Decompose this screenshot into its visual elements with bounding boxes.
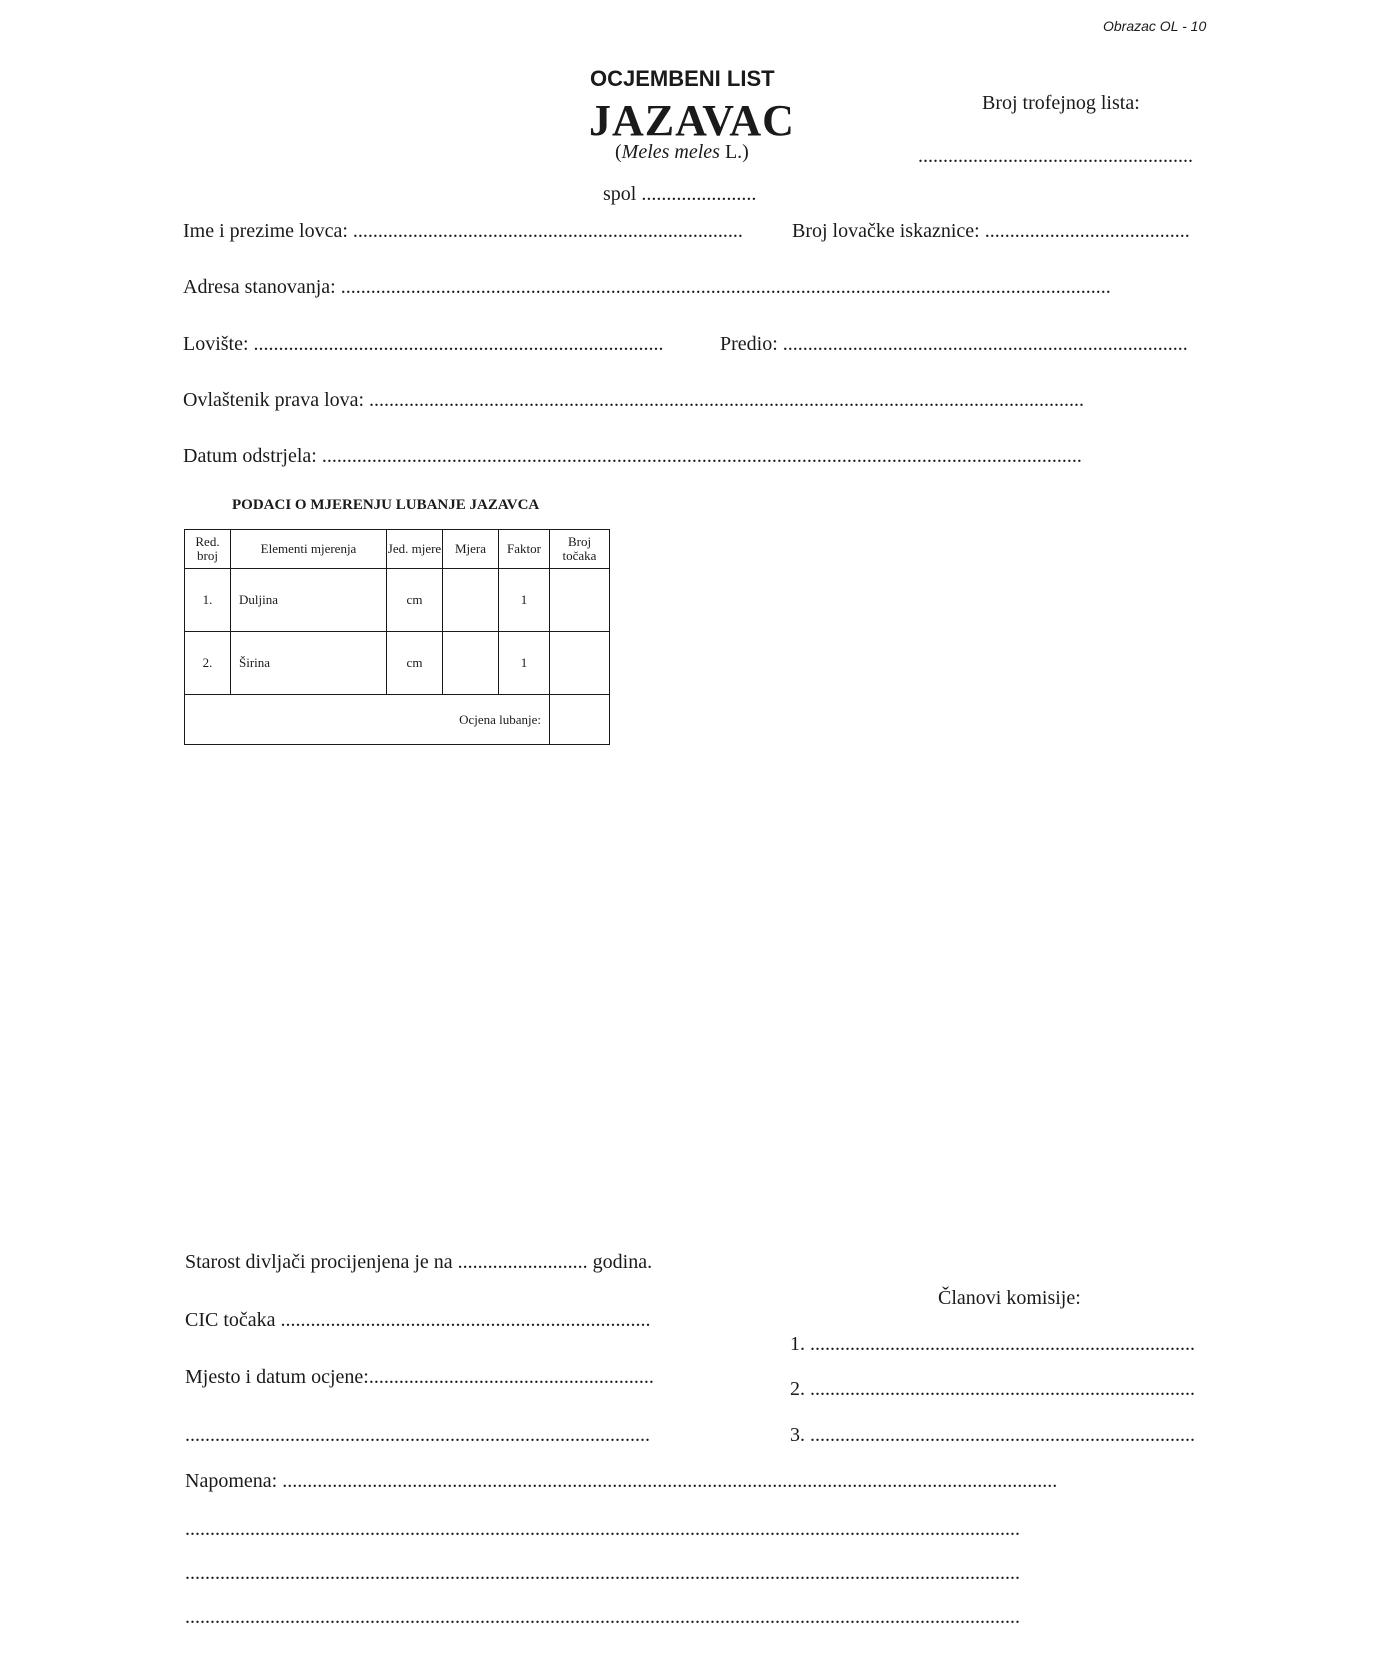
place-date-line2[interactable]: ............................................................................................. bbox=[185, 1424, 650, 1446]
latin-open: ( bbox=[615, 141, 622, 163]
skull-score-input[interactable] bbox=[550, 695, 610, 745]
header-cell: Mjera bbox=[443, 530, 499, 569]
commission-member-2[interactable]: 2. ............................................................................. bbox=[790, 1378, 1195, 1400]
note-line[interactable]: ....................................................................................................................................................................... bbox=[185, 1606, 1020, 1628]
hunter-name-field[interactable]: Ime i prezime lovca: .............................................................................. bbox=[183, 220, 743, 242]
total-row bbox=[185, 695, 610, 745]
license-number-field[interactable]: Broj lovačke iskaznice: ......................................... bbox=[792, 220, 1190, 242]
hunting-ground-field[interactable]: Lovište: .................................................................................. bbox=[183, 333, 664, 355]
table-row bbox=[185, 632, 610, 695]
header-cell: Red. broj bbox=[185, 530, 231, 569]
factor-cell: 1 bbox=[499, 569, 550, 632]
row-number: 2. bbox=[185, 632, 231, 695]
table-row bbox=[185, 569, 610, 632]
measurement-element: Širina bbox=[231, 632, 387, 695]
header-cell: Broj točaka bbox=[550, 530, 610, 569]
header-cell: Jed. mjere bbox=[387, 530, 443, 569]
area-field[interactable]: Predio: ................................................................................. bbox=[720, 333, 1188, 355]
table-header-row bbox=[185, 530, 610, 569]
measure-input[interactable] bbox=[443, 569, 499, 632]
address-field[interactable]: Adresa stanovanja: .......................................................................................................................................................... bbox=[183, 276, 1111, 298]
unit-cell: cm bbox=[387, 632, 443, 695]
note-line[interactable]: ....................................................................................................................................................................... bbox=[185, 1518, 1020, 1540]
latin-close: L.) bbox=[719, 141, 749, 163]
skull-score-label: Ocjena lubanje: bbox=[185, 695, 550, 745]
latin-name bbox=[615, 141, 749, 164]
place-date-field[interactable]: Mjesto i datum ocjene:......................................................... bbox=[185, 1366, 654, 1388]
commission-member-1[interactable]: 1. ............................................................................. bbox=[790, 1333, 1195, 1355]
form-title: OCJEMBENI LIST bbox=[590, 66, 775, 91]
trophy-number-label: Broj trofejnog lista: bbox=[982, 92, 1140, 114]
rights-holder-field[interactable]: Ovlaštenik prava lova: ............................................................................................................................................... bbox=[183, 389, 1085, 411]
measurement-table bbox=[184, 529, 610, 745]
header-cell: Faktor bbox=[499, 530, 550, 569]
row-number: 1. bbox=[185, 569, 231, 632]
sex-field[interactable]: spol ....................... bbox=[603, 183, 757, 205]
form-code: Obrazac OL - 10 bbox=[1103, 18, 1207, 34]
commission-label: Članovi komisije: bbox=[938, 1287, 1081, 1309]
trophy-number-field[interactable]: ....................................................... bbox=[918, 145, 1193, 167]
note-field[interactable]: Napomena: ........................................................................................................................................................... bbox=[185, 1470, 1058, 1492]
points-input[interactable] bbox=[550, 569, 610, 632]
measurement-element: Duljina bbox=[231, 569, 387, 632]
measure-input[interactable] bbox=[443, 632, 499, 695]
age-field[interactable]: Starost divljači procijenjena je na .......................... godina. bbox=[185, 1251, 653, 1273]
commission-member-3[interactable]: 3. ............................................................................. bbox=[790, 1424, 1195, 1446]
date-shot-field[interactable]: Datum odstrjela: ........................................................................................................................................................ bbox=[183, 445, 1082, 467]
header-cell: Elementi mjerenja bbox=[231, 530, 387, 569]
measurement-table-title: PODACI O MJERENJU LUBANJE JAZAVCA bbox=[232, 497, 540, 513]
unit-cell: cm bbox=[387, 569, 443, 632]
factor-cell: 1 bbox=[499, 632, 550, 695]
note-line[interactable]: ....................................................................................................................................................................... bbox=[185, 1562, 1020, 1584]
species-title: JAZAVAC bbox=[589, 96, 795, 145]
points-input[interactable] bbox=[550, 632, 610, 695]
cic-points-field[interactable]: CIC točaka .......................................................................... bbox=[185, 1309, 651, 1331]
latin-italic: Meles meles bbox=[621, 141, 720, 163]
